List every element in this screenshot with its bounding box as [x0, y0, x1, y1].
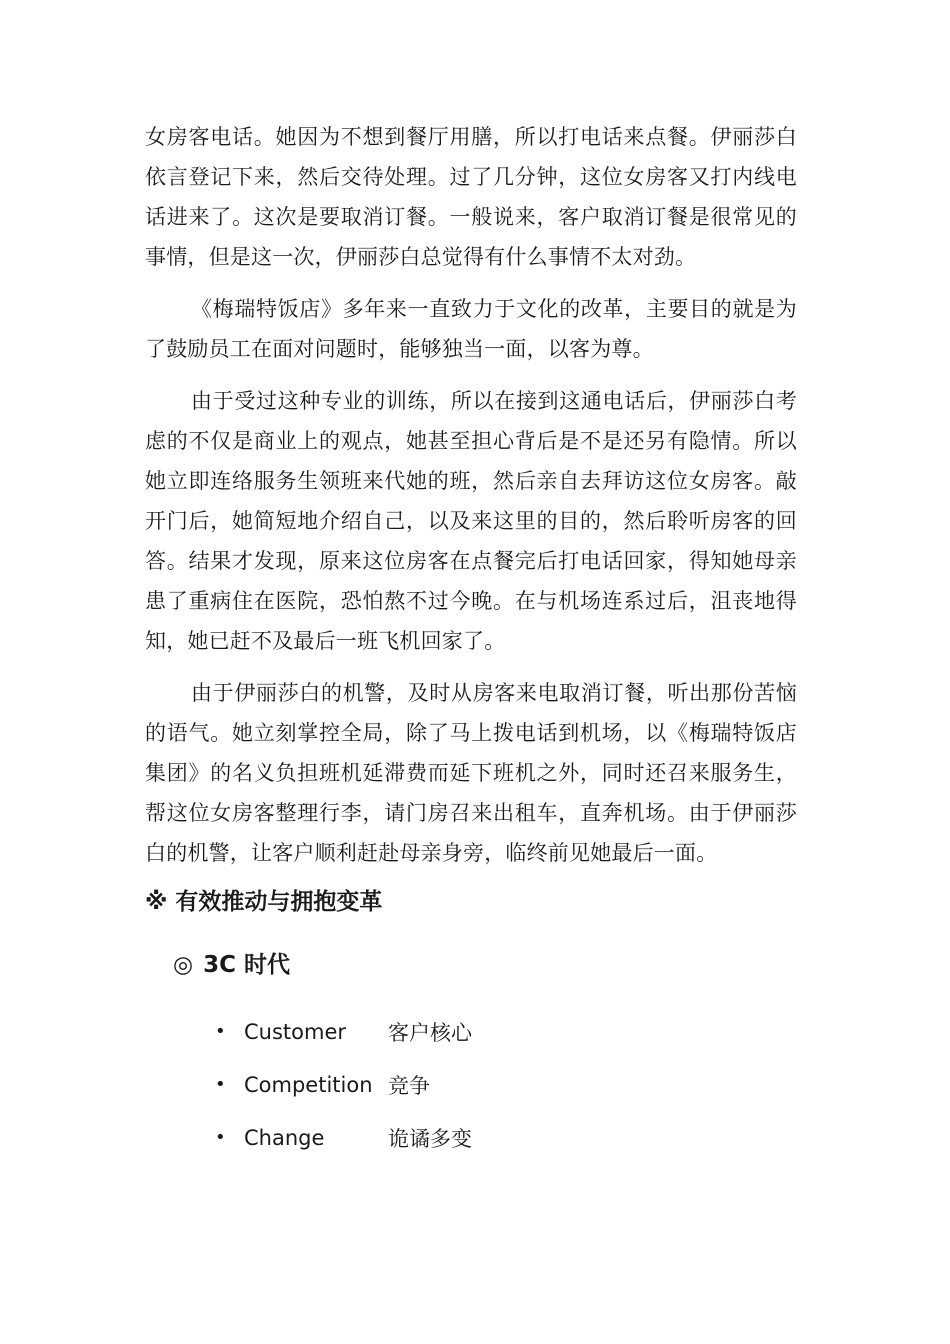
paragraph-outcome: 由于伊丽莎白的机警，及时从房客来电取消订餐，听出那份苦恼的语气。她立刻掌控全局，除了马上拨电话到机场，以《梅瑞特饭店集团》的名义负担班机延滞费而延下班机之外，同时还召来服务生，帮这位女房客整理行李，请门房召来出租车，直奔机场。由于伊丽莎白的机警，让客户顺利赶赴母亲身旁，临终前见她最后一面。: [145, 681, 797, 865]
section-heading: [145, 875, 797, 929]
paragraph-continued: 女房客电话。她因为不想到餐厅用膳，所以打电话来点餐。伊丽莎白依言登记下来，然后交待处理。过了几分钟，这位女房客又打内线电话进来了。这次是要取消订餐。一般说来，客户取消订餐是很常见的事情，但是这一次，伊丽莎白总觉得有什么事情不太对劲。: [145, 125, 797, 269]
list-description: 客户核心: [388, 1020, 472, 1045]
list-term: Competition: [244, 1072, 373, 1097]
list-term: Change: [244, 1125, 325, 1150]
bullseye-icon: ◎: [173, 952, 194, 978]
list-term: Customer: [244, 1019, 347, 1044]
list-item: [215, 1058, 797, 1111]
bullet-icon: •: [215, 1021, 226, 1042]
subsection-title: 3C 时代: [203, 952, 290, 978]
list-description: 诡谲多变: [388, 1126, 472, 1151]
paragraph-training: 由于受过这种专业的训练，所以在接到这通电话后，伊丽莎白考虑的不仅是商业上的观点，她甚至担心背后是不是还另有隐情。所以她立即连络服务生领班来代她的班，然后亲自去拜访这位女房客。敲开门后，她简短地介绍自己，以及来这里的目的，然后聆听房客的回答。结果才发现，原来这位房客在点餐完后打电话回家，得知她母亲患了重病住在医院，恐怕熬不过今晚。在与机场连系过后，沮丧地得知，她已赶不及最后一班飞机回家了。: [145, 389, 797, 653]
three-c-list: [145, 1005, 797, 1164]
list-item: [215, 1111, 797, 1164]
subsection-heading: [173, 943, 797, 987]
list-description: 竞争: [388, 1073, 430, 1098]
document-page: [145, 117, 797, 1164]
section-title: 有效推动与拥抱变革: [175, 889, 383, 915]
bullet-icon: •: [215, 1127, 226, 1148]
paragraph-merritt-culture: 《梅瑞特饭店》多年来一直致力于文化的改革，主要目的就是为了鼓励员工在面对问题时，能够独当一面，以客为尊。: [145, 297, 797, 361]
reference-mark-icon: ※: [145, 889, 168, 915]
bullet-icon: •: [215, 1074, 226, 1095]
list-item: [215, 1005, 797, 1058]
